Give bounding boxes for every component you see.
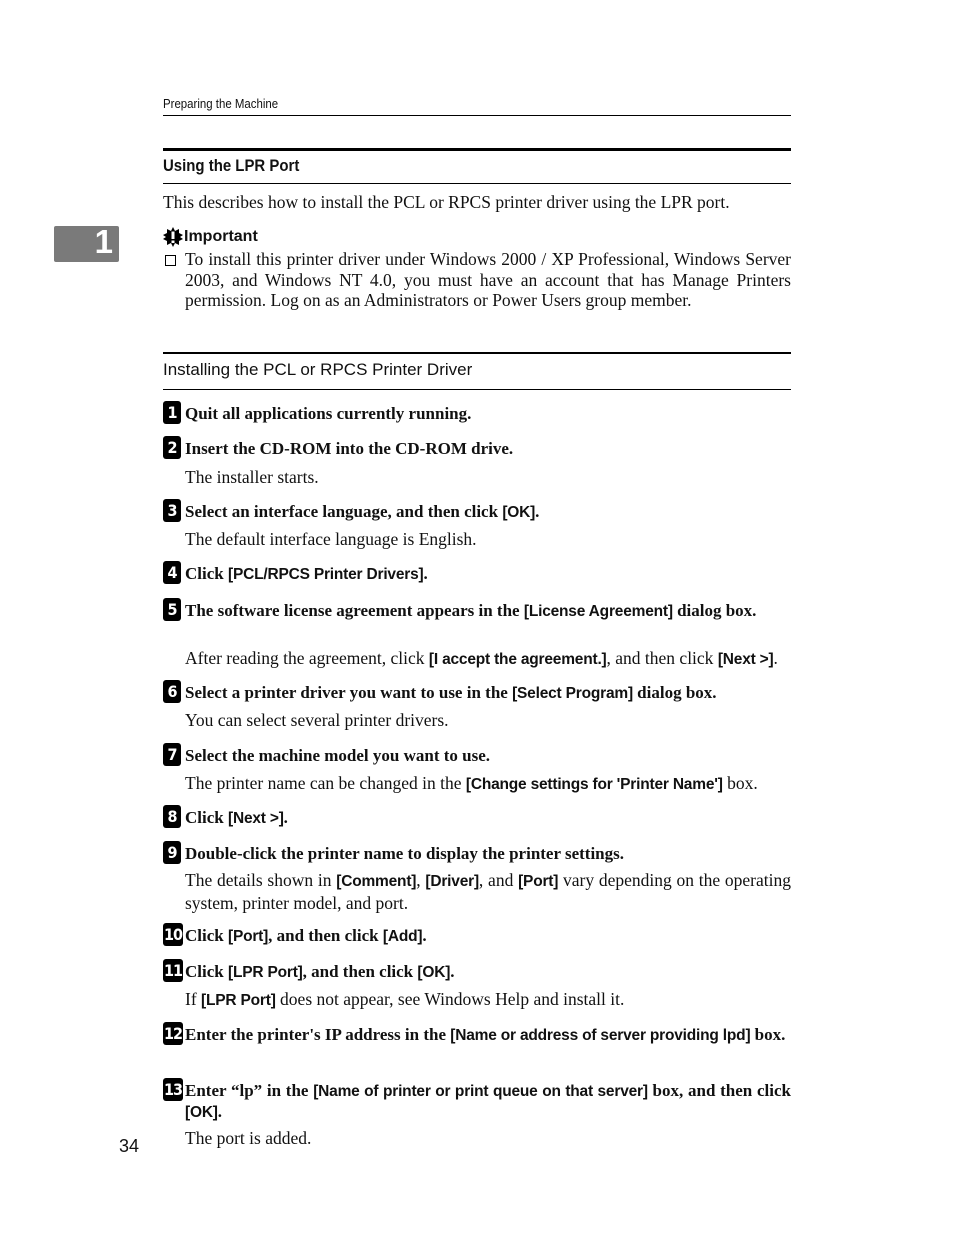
- ui-label: [LPR Port]: [227, 964, 303, 981]
- step-instruction: [185, 404, 791, 424]
- running-header: Preparing the Machine: [163, 96, 279, 111]
- step-note: [185, 467, 791, 488]
- instruction-fragment: dialog box.: [632, 683, 717, 702]
- step-note: [185, 648, 791, 671]
- ui-label: [Select Program]: [512, 685, 633, 702]
- step-number-badge: 5: [163, 598, 181, 621]
- instruction-fragment: , and then click: [302, 962, 418, 981]
- ui-label: [I accept the agreement.]: [428, 651, 607, 668]
- instruction-fragment: Double-click the printer name to display the printer settings.: [185, 844, 624, 863]
- instruction-fragment: Select an interface language, and then click: [185, 502, 503, 521]
- subsection-rule-top: [163, 352, 791, 354]
- ui-label: [Name of printer or print queue on that server]: [313, 1083, 648, 1100]
- header-rule: [163, 115, 791, 116]
- ui-label: [Name or address of server providing lpd]: [450, 1027, 751, 1044]
- ui-label: [Port]: [518, 873, 559, 890]
- ui-label: [OK]: [185, 1104, 218, 1121]
- section-intro: This describes how to install the PCL or RPCS printer driver using the LPR port.: [163, 192, 730, 212]
- important-text: To install this printer driver under Windows 2000 / XP Professional, Windows Server 2003, and Windows NT 4.0, you must have an account that has Manage Printers permission. Log on as an Administrators or Power Users group member.: [185, 249, 791, 310]
- chapter-number: 1: [94, 223, 113, 260]
- instruction-fragment: .: [423, 564, 428, 583]
- step-instruction: [185, 1081, 791, 1123]
- step-note: [185, 989, 791, 1012]
- ui-label: [Change settings for 'Printer Name']: [465, 776, 723, 793]
- step-number-badge: 8: [163, 805, 181, 828]
- note-fragment: The installer starts.: [185, 467, 319, 487]
- instruction-fragment: Select a printer driver you want to use in the: [185, 683, 513, 702]
- important-heading: [163, 227, 258, 247]
- instruction-fragment: .: [422, 926, 427, 945]
- step-note: [185, 870, 791, 913]
- step-instruction: [185, 746, 791, 766]
- step-number-badge: 12: [164, 1024, 183, 1043]
- instruction-fragment: .: [283, 808, 288, 827]
- instruction-fragment: Select the machine model you want to use.: [185, 746, 491, 765]
- instruction-fragment: Enter “lp” in the: [185, 1081, 314, 1100]
- note-fragment: The port is added.: [185, 1128, 312, 1148]
- step-instruction: [185, 1025, 791, 1046]
- step-number-badge: 13: [164, 1080, 183, 1099]
- chapter-tab: [54, 223, 119, 262]
- instruction-fragment: Click: [185, 926, 228, 945]
- step-instruction: [185, 502, 791, 523]
- subsection-rule-bottom: [163, 389, 791, 390]
- instruction-fragment: Insert the CD-ROM into the CD-ROM drive.: [185, 439, 514, 458]
- step-number-badge: 7: [163, 743, 181, 766]
- note-fragment: , and then click: [606, 648, 718, 668]
- instruction-fragment: Click: [185, 808, 228, 827]
- ui-label: [Port]: [227, 928, 269, 945]
- section-title: Using the LPR Port: [163, 156, 300, 175]
- instruction-fragment: , and then click: [268, 926, 383, 945]
- instruction-fragment: The software license agreement appears in the: [185, 601, 524, 620]
- checkbox-icon: [165, 255, 176, 266]
- step-instruction: [185, 808, 791, 829]
- step-number-badge: 9: [163, 841, 181, 864]
- note-fragment: You can select several printer drivers.: [185, 710, 449, 730]
- step-number-badge: 6: [163, 680, 181, 703]
- note-fragment: The default interface language is English.: [185, 529, 477, 549]
- step-note: [185, 529, 791, 550]
- step-instruction: [185, 601, 791, 622]
- note-fragment: vary depending on the operating system, printer model, and port.: [185, 870, 791, 913]
- ui-label: [License Agreement]: [523, 603, 673, 620]
- note-fragment: ,: [416, 870, 426, 890]
- ui-label: [Next >]: [717, 651, 774, 668]
- section-rule-bottom: [163, 183, 791, 184]
- ui-label: [PCL/RPCS Printer Drivers]: [227, 566, 424, 583]
- step-number-badge: 1: [163, 401, 181, 424]
- step-instruction: [185, 564, 791, 585]
- instruction-fragment: Quit all applications currently running.: [185, 404, 472, 423]
- ui-label: [OK]: [417, 964, 451, 981]
- ui-label: [Add]: [382, 928, 423, 945]
- step-instruction: [185, 844, 791, 864]
- instruction-fragment: Click: [185, 564, 228, 583]
- page-number: 34: [119, 1136, 140, 1156]
- step-note: [185, 1128, 791, 1149]
- instruction-fragment: dialog box.: [672, 601, 757, 620]
- step-instruction: [185, 962, 791, 983]
- step-number-badge: 10: [164, 925, 183, 944]
- subsection-title: Installing the PCL or RPCS Printer Driver: [163, 360, 473, 379]
- note-fragment: , and: [478, 870, 519, 890]
- instruction-fragment: box, and then click: [647, 1081, 791, 1100]
- step-number-badge: 4: [163, 561, 181, 584]
- note-fragment: does not appear, see Windows Help and install it.: [275, 989, 625, 1009]
- note-fragment: box.: [722, 773, 758, 793]
- instruction-fragment: Enter the printer's IP address in the: [185, 1025, 451, 1044]
- step-number-badge: 2: [163, 436, 181, 459]
- note-fragment: The details shown in: [185, 870, 337, 890]
- important-icon: [163, 227, 183, 247]
- ui-label: [Driver]: [425, 873, 479, 890]
- step-number-badge: 11: [164, 961, 183, 980]
- step-number-badge: 3: [163, 499, 181, 522]
- note-fragment: The printer name can be changed in the: [185, 773, 466, 793]
- instruction-fragment: .: [217, 1102, 223, 1121]
- step-instruction: [185, 683, 791, 704]
- step-note: [185, 773, 791, 796]
- instruction-fragment: box.: [750, 1025, 786, 1044]
- ui-label: [OK]: [502, 504, 536, 521]
- step-note: [185, 710, 791, 731]
- ui-label: [Comment]: [336, 873, 417, 890]
- step-instruction: [185, 926, 791, 947]
- ui-label: [Next >]: [227, 810, 284, 827]
- instruction-fragment: .: [450, 962, 455, 981]
- step-instruction: [185, 439, 791, 459]
- important-label: Important: [184, 228, 258, 245]
- instruction-fragment: .: [535, 502, 540, 521]
- note-fragment: After reading the agreement, click: [185, 648, 429, 668]
- note-fragment: .: [773, 648, 778, 668]
- note-fragment: If: [185, 989, 202, 1009]
- instruction-fragment: Click: [185, 962, 228, 981]
- section-rule-top: [163, 148, 791, 151]
- ui-label: [LPR Port]: [201, 992, 276, 1009]
